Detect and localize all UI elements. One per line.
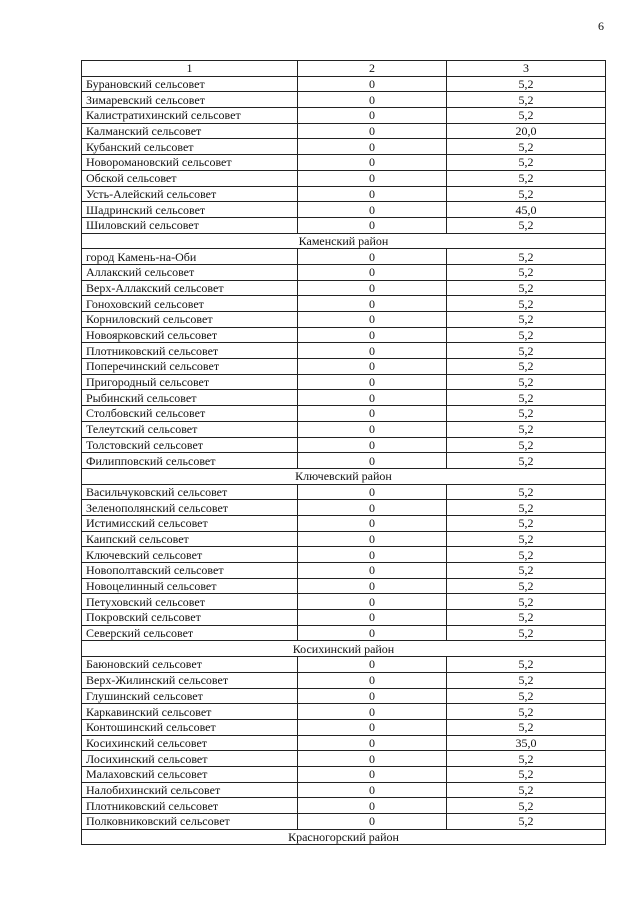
settlement-name: Поперечинский сельсовет: [82, 359, 298, 375]
settlement-name: Усть-Алейский сельсовет: [82, 186, 298, 202]
col2-value: 0: [298, 610, 447, 626]
col2-value: 0: [298, 798, 447, 814]
col2-value: 0: [298, 704, 447, 720]
settlement-name: Косихинский сельсовет: [82, 735, 298, 751]
col2-value: 0: [298, 751, 447, 767]
col3-value: 5,2: [447, 139, 606, 155]
table-row: [82, 704, 606, 720]
col3-value: 5,2: [447, 280, 606, 296]
table-row: [82, 719, 606, 735]
table-row: [82, 515, 606, 531]
col3-value: 5,2: [447, 453, 606, 469]
col2-value: 0: [298, 578, 447, 594]
col3-value: 5,2: [447, 421, 606, 437]
settlement-name: Контошинский сельсовет: [82, 719, 298, 735]
settlement-name: Обской сельсовет: [82, 170, 298, 186]
settlement-name: Налобихинский сельсовет: [82, 782, 298, 798]
table-row: [82, 782, 606, 798]
col2-value: 0: [298, 217, 447, 233]
col3-value: 5,2: [447, 374, 606, 390]
col2-value: 0: [298, 343, 447, 359]
settlement-name: Зимаревский сельсовет: [82, 92, 298, 108]
col3-value: 5,2: [447, 594, 606, 610]
settlement-name: Малаховский сельсовет: [82, 766, 298, 782]
settlement-name: Баюновский сельсовет: [82, 657, 298, 673]
col2-value: 0: [298, 186, 447, 202]
table-row: [82, 735, 606, 751]
settlement-name: Зеленополянский сельсовет: [82, 500, 298, 516]
table-row: [82, 814, 606, 830]
col2-value: 0: [298, 814, 447, 830]
col3-value: 5,2: [447, 76, 606, 92]
col3-value: 5,2: [447, 625, 606, 641]
table-row: [82, 312, 606, 328]
col2-value: 0: [298, 500, 447, 516]
district-header-row: [82, 829, 606, 845]
table-row: [82, 170, 606, 186]
district-name: Каменский район: [82, 233, 606, 249]
settlement-name: Новоцелинный сельсовет: [82, 578, 298, 594]
col3-value: 5,2: [447, 657, 606, 673]
table-row: [82, 296, 606, 312]
col3-value: 5,2: [447, 798, 606, 814]
col3-value: 5,2: [447, 406, 606, 422]
col3-value: 5,2: [447, 547, 606, 563]
settlement-name: Калистратихинский сельсовет: [82, 108, 298, 124]
col3-value: 5,2: [447, 484, 606, 500]
col3-value: 5,2: [447, 359, 606, 375]
col2-value: 0: [298, 108, 447, 124]
col2-value: 0: [298, 327, 447, 343]
settlement-name: Шадринский сельсовет: [82, 202, 298, 218]
col2-value: 0: [298, 453, 447, 469]
table-row: [82, 139, 606, 155]
col2-value: 0: [298, 625, 447, 641]
col2-value: 0: [298, 563, 447, 579]
col3-value: 5,2: [447, 108, 606, 124]
col2-value: 0: [298, 672, 447, 688]
col2-value: 0: [298, 296, 447, 312]
col3-value: 5,2: [447, 249, 606, 265]
col2-value: 0: [298, 421, 447, 437]
table-row: [82, 374, 606, 390]
table-body: [82, 61, 606, 845]
page-number: 6: [598, 19, 604, 33]
col3-value: 5,2: [447, 312, 606, 328]
settlement-name: Петуховский сельсовет: [82, 594, 298, 610]
settlement-name: Плотниковский сельсовет: [82, 798, 298, 814]
table-row: [82, 751, 606, 767]
table-row: [82, 76, 606, 92]
col2-value: 0: [298, 202, 447, 218]
settlement-name: Верх-Аллакский сельсовет: [82, 280, 298, 296]
settlement-name: Северский сельсовет: [82, 625, 298, 641]
table-header-row: [82, 61, 606, 77]
table-row: [82, 610, 606, 626]
table-row: [82, 280, 606, 296]
table-row: [82, 547, 606, 563]
table-row: [82, 798, 606, 814]
table-row: [82, 437, 606, 453]
col3-value: 5,2: [447, 782, 606, 798]
col3-value: 5,2: [447, 766, 606, 782]
settlement-name: Аллакский сельсовет: [82, 264, 298, 280]
table-row: [82, 563, 606, 579]
settlement-name: Калманский сельсовет: [82, 123, 298, 139]
col2-value: 0: [298, 531, 447, 547]
col2-value: 0: [298, 406, 447, 422]
col3-value: 5,2: [447, 719, 606, 735]
table-row: [82, 217, 606, 233]
settlement-name: Истимисский сельсовет: [82, 515, 298, 531]
col2-value: 0: [298, 249, 447, 265]
col3-value: 5,2: [447, 264, 606, 280]
settlement-name: Кубанский сельсовет: [82, 139, 298, 155]
col2-value: 0: [298, 76, 447, 92]
settlement-name: Новополтавский сельсовет: [82, 563, 298, 579]
col3-value: 5,2: [447, 186, 606, 202]
settlement-name: Корниловский сельсовет: [82, 312, 298, 328]
district-name: Ключевский район: [82, 468, 606, 484]
col3-value: 5,2: [447, 217, 606, 233]
col3-value: 5,2: [447, 751, 606, 767]
settlement-name: Каркавинский сельсовет: [82, 704, 298, 720]
col3-value: 35,0: [447, 735, 606, 751]
table-row: [82, 343, 606, 359]
col3-value: 5,2: [447, 515, 606, 531]
settlement-name: Лосихинский сельсовет: [82, 751, 298, 767]
settlement-name: Рыбинский сельсовет: [82, 390, 298, 406]
table-row: [82, 453, 606, 469]
table-row: [82, 672, 606, 688]
settlement-name: Плотниковский сельсовет: [82, 343, 298, 359]
col2-value: 0: [298, 139, 447, 155]
col2-value: 0: [298, 782, 447, 798]
col3-value: 5,2: [447, 578, 606, 594]
table-row: [82, 766, 606, 782]
allocation-table: [81, 60, 606, 845]
table-row: [82, 123, 606, 139]
settlement-name: Бурановский сельсовет: [82, 76, 298, 92]
table-row: [82, 500, 606, 516]
settlement-name: Полковниковский сельсовет: [82, 814, 298, 830]
district-name: Красногорский район: [82, 829, 606, 845]
header-col-3: 3: [447, 61, 606, 77]
col3-value: 5,2: [447, 563, 606, 579]
settlement-name: Толстовский сельсовет: [82, 437, 298, 453]
table-row: [82, 108, 606, 124]
col2-value: 0: [298, 280, 447, 296]
settlement-name: Верх-Жилинский сельсовет: [82, 672, 298, 688]
col2-value: 0: [298, 123, 447, 139]
settlement-name: Покровский сельсовет: [82, 610, 298, 626]
col3-value: 5,2: [447, 92, 606, 108]
settlement-name: Пригородный сельсовет: [82, 374, 298, 390]
col3-value: 5,2: [447, 704, 606, 720]
col2-value: 0: [298, 155, 447, 171]
col2-value: 0: [298, 484, 447, 500]
district-name: Косихинский район: [82, 641, 606, 657]
table-row: [82, 625, 606, 641]
settlement-name: город Камень-на-Оби: [82, 249, 298, 265]
col2-value: 0: [298, 515, 447, 531]
col3-value: 20,0: [447, 123, 606, 139]
table-row: [82, 406, 606, 422]
table-row: [82, 531, 606, 547]
col3-value: 5,2: [447, 327, 606, 343]
col3-value: 5,2: [447, 390, 606, 406]
table-row: [82, 264, 606, 280]
table-row: [82, 421, 606, 437]
col3-value: 5,2: [447, 814, 606, 830]
col3-value: 5,2: [447, 170, 606, 186]
settlement-name: Новоромановский сельсовет: [82, 155, 298, 171]
table-row: [82, 484, 606, 500]
settlement-name: Столбовский сельсовет: [82, 406, 298, 422]
col3-value: 5,2: [447, 531, 606, 547]
district-header-row: [82, 641, 606, 657]
col2-value: 0: [298, 688, 447, 704]
settlement-name: Телеутский сельсовет: [82, 421, 298, 437]
col2-value: 0: [298, 312, 447, 328]
table-row: [82, 594, 606, 610]
col3-value: 5,2: [447, 672, 606, 688]
col3-value: 5,2: [447, 155, 606, 171]
col3-value: 5,2: [447, 343, 606, 359]
col2-value: 0: [298, 437, 447, 453]
table-row: [82, 155, 606, 171]
settlement-name: Новоярковский сельсовет: [82, 327, 298, 343]
table-row: [82, 359, 606, 375]
district-header-row: [82, 233, 606, 249]
header-col-1: 1: [82, 61, 298, 77]
col2-value: 0: [298, 374, 447, 390]
col3-value: 5,2: [447, 500, 606, 516]
col3-value: 45,0: [447, 202, 606, 218]
table-row: [82, 390, 606, 406]
table-row: [82, 249, 606, 265]
table-row: [82, 578, 606, 594]
col2-value: 0: [298, 92, 447, 108]
col2-value: 0: [298, 735, 447, 751]
table-row: [82, 688, 606, 704]
table-row: [82, 202, 606, 218]
col2-value: 0: [298, 719, 447, 735]
settlement-name: Ключевский сельсовет: [82, 547, 298, 563]
settlement-name: Гоноховский сельсовет: [82, 296, 298, 312]
table-row: [82, 327, 606, 343]
col2-value: 0: [298, 594, 447, 610]
col3-value: 5,2: [447, 688, 606, 704]
table-row: [82, 186, 606, 202]
col2-value: 0: [298, 547, 447, 563]
col3-value: 5,2: [447, 296, 606, 312]
settlement-name: Филипповский сельсовет: [82, 453, 298, 469]
district-header-row: [82, 468, 606, 484]
col2-value: 0: [298, 170, 447, 186]
settlement-name: Шиловский сельсовет: [82, 217, 298, 233]
table-row: [82, 92, 606, 108]
col2-value: 0: [298, 766, 447, 782]
col2-value: 0: [298, 264, 447, 280]
settlement-name: Васильчуковский сельсовет: [82, 484, 298, 500]
col2-value: 0: [298, 359, 447, 375]
table-row: [82, 657, 606, 673]
settlement-name: Глушинский сельсовет: [82, 688, 298, 704]
col2-value: 0: [298, 390, 447, 406]
settlement-name: Каипский сельсовет: [82, 531, 298, 547]
col2-value: 0: [298, 657, 447, 673]
header-col-2: 2: [298, 61, 447, 77]
col3-value: 5,2: [447, 437, 606, 453]
col3-value: 5,2: [447, 610, 606, 626]
